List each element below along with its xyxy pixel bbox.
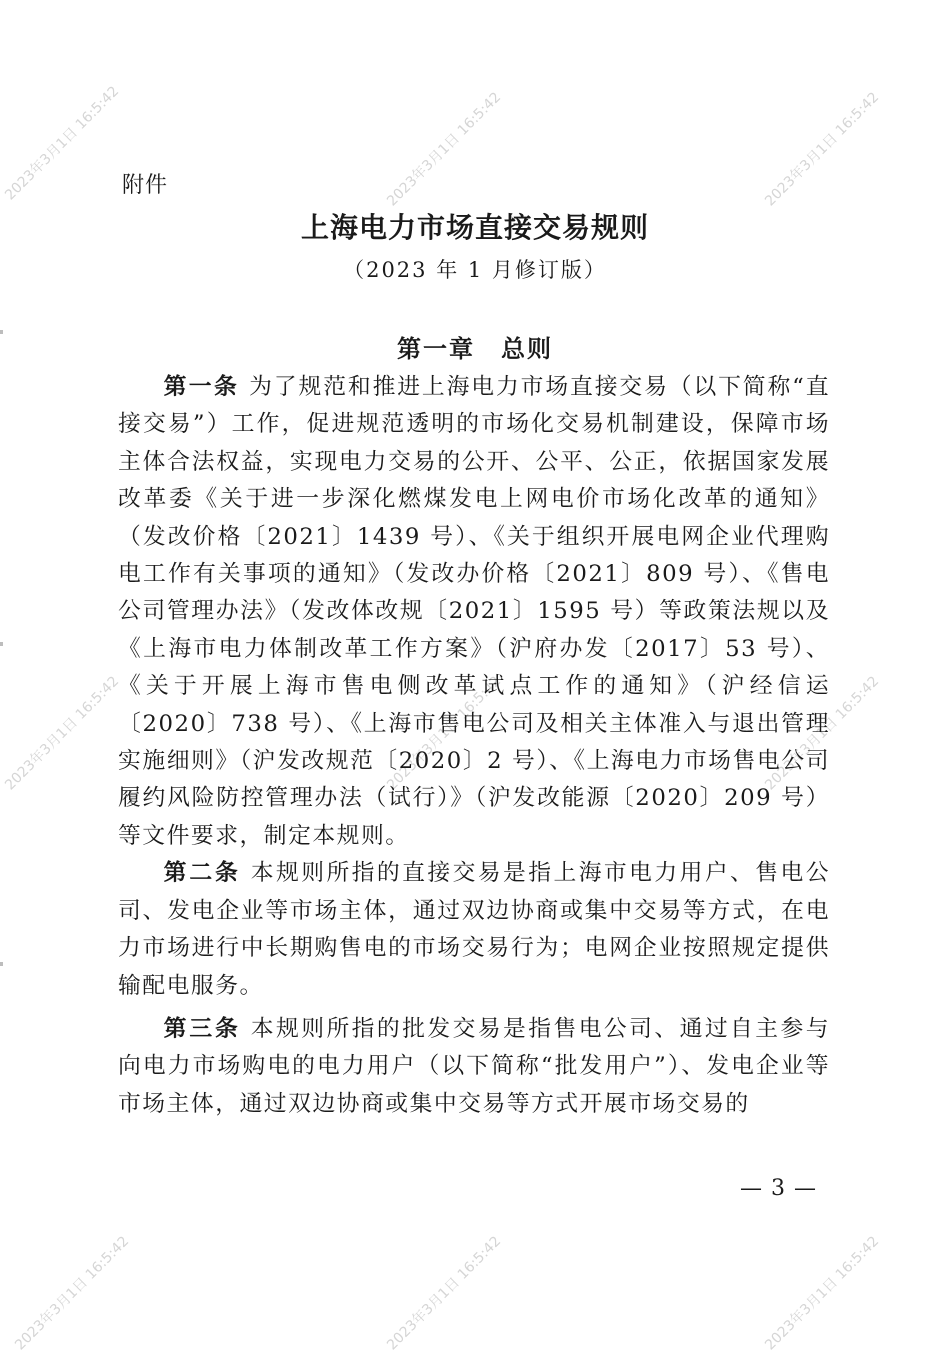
watermark: 2023年3月1日 16:5:42: [2, 673, 123, 794]
article-heading: 第二条: [163, 860, 241, 887]
watermark: 2023年3月1日 16:5:42: [384, 1233, 505, 1354]
watermark: 2023年3月1日 16:5:42: [762, 89, 883, 210]
attachment-label: 附件: [122, 173, 169, 198]
watermark: 2023年3月1日 16:5:42: [762, 673, 883, 794]
chapter-heading: 第一章 总则: [397, 334, 553, 363]
watermark: 2023年3月1日 16:5:42: [384, 673, 505, 794]
document-subtitle: （2023 年 1 月修订版）: [343, 258, 607, 282]
article-2: [118, 855, 830, 1005]
watermark: 2023年3月1日 16:5:42: [2, 83, 123, 204]
article-text: 本规则所指的批发交易是指售电公司、通过自主参与向电力市场购电的电力用户（以下简称“批发用户”）、发电企业等市场主体，通过双边协商或集中交易等方式开展市场交易的: [118, 1015, 831, 1117]
article-heading: 第一条: [163, 374, 240, 400]
binding-mark: [0, 642, 3, 646]
article-1: [118, 369, 830, 855]
document-body: [118, 369, 830, 1123]
document-title: 上海电力市场直接交易规则: [300, 211, 649, 244]
article-3: [118, 1011, 830, 1123]
page-number: — 3 —: [740, 1176, 817, 1201]
binding-mark: [0, 962, 3, 966]
watermark: 2023年3月1日 16:5:42: [762, 1233, 883, 1354]
watermark: 2023年3月1日 16:5:42: [384, 89, 505, 210]
watermark: 2023年3月1日 16:5:42: [12, 1233, 133, 1354]
article-text: 本规则所指的直接交易是指上海市电力用户、售电公司、发电企业等市场主体，通过双边协商或集中交易等方式，在电力市场进行中长期购售电的市场交易行为；电网企业按照规定提供输配电服务。: [118, 860, 831, 999]
article-heading: 第三条: [163, 1015, 241, 1042]
article-text: 为了规范和推进上海电力市场直接交易（以下简称“直接交易”）工作，促进规范透明的市场化交易机制建设，保障市场主体合法权益，实现电力交易的公开、公平、公正，依据国家发展改革委《关于进一步深化燃煤发电上网电价市场化改革的通知》（发改价格〔2021〕1439 号）、《关于组织开展电网企业代理购电工作有关事项的通知》（发改办价格〔2021〕809 号）、《售电公司管理办法》（发改体改规〔2021〕1595 号）等政策法规以及《上海市电力体制改革工作方案》（沪府办发〔2017〕53 号）、《关于开展上海市售电侧改革试点工作的通知》（沪经信运〔2020〕738 号）、《上海市售电公司及相关主体准入与退出管理实施细则》（沪发改规范〔2020〕2 号）、《上海电力市场售电公司履约风险防控管理办法（试行）》（沪发改能源〔2020〕209 号）等文件要求，制定本规则。: [118, 374, 831, 849]
